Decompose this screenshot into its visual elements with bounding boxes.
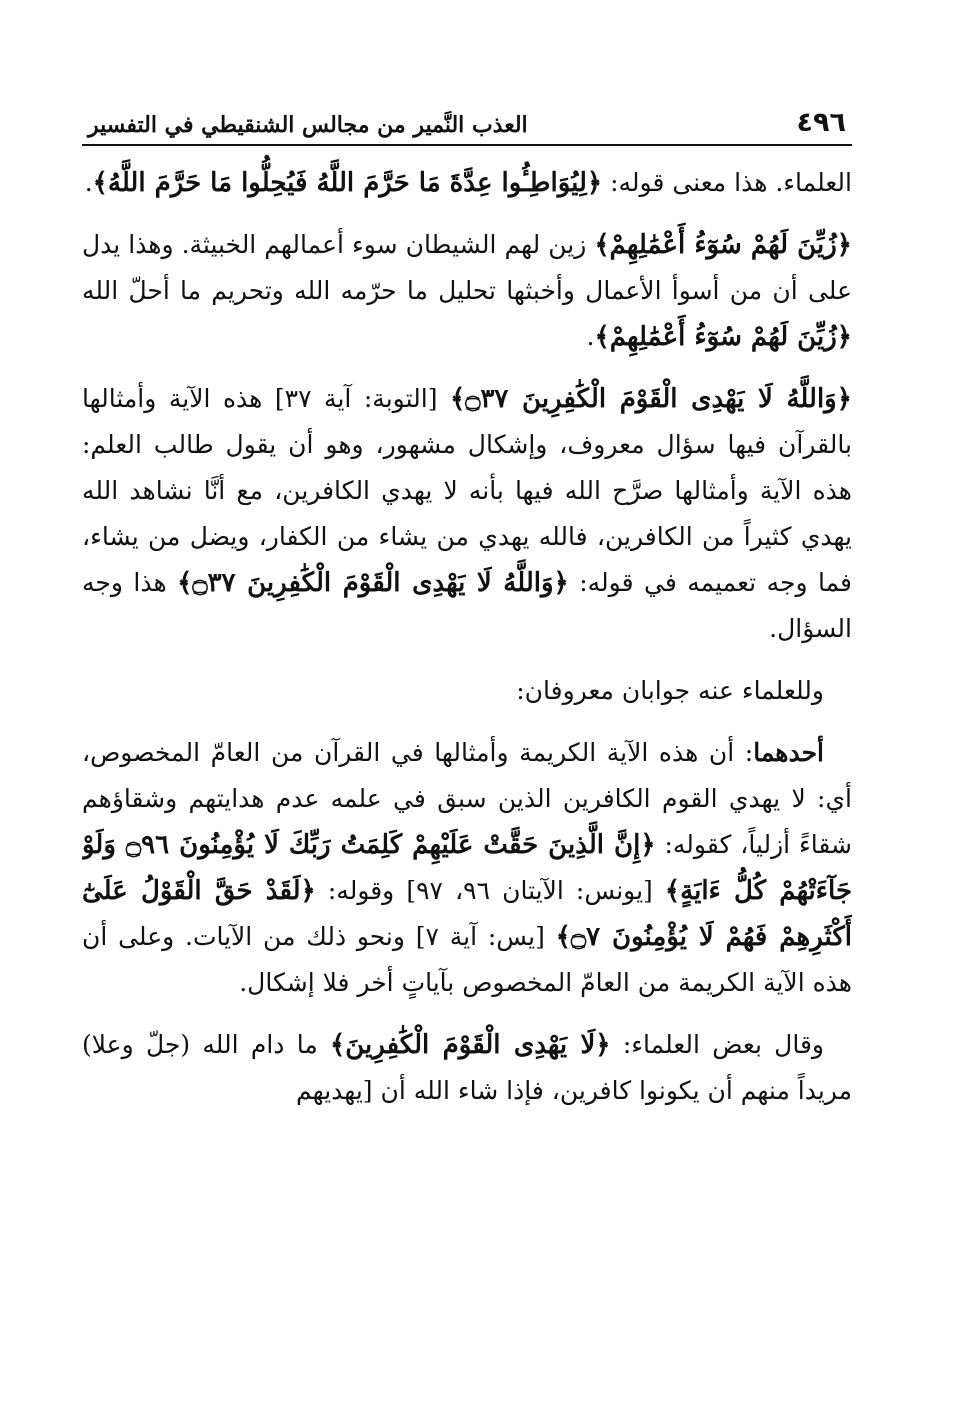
text-run: ما دام الله (جلّ وعلا) مريداً منهم أن يكونوا كافرين، فإذا شاء الله أن [يهديهم bbox=[82, 1030, 852, 1105]
paragraph bbox=[82, 376, 852, 652]
text-run: العلماء. هذا معنى قوله: bbox=[602, 168, 852, 197]
book-page bbox=[82, 100, 852, 1390]
paragraph bbox=[82, 668, 852, 714]
text-run: وقال بعض العلماء: bbox=[610, 1030, 824, 1059]
lead-word: أحدهما bbox=[753, 738, 824, 767]
body-text bbox=[82, 160, 852, 1114]
text-run: زين لهم الشيطان سوء أعمالهم الخبيثة. وهذا يدل على أن من أسوأ الأعمال وأخبثها تحليل ما حرّمه الله وتحريم ما أحلّ الله bbox=[82, 230, 852, 305]
quran-verse: ﴿لَا يَهْدِى الْقَوْمَ الْكَٰفِرِينَ﴾ bbox=[330, 1030, 611, 1060]
quran-verse: ﴿إِنَّ الَّذِينَ حَقَّتْ عَلَيْهِمْ كَلِمَتُ رَبِّكَ لَا يُؤْمِنُونَ ۝٩٦ وَلَوْ جَآءَتْهُمْ كُلُّ ءَايَةٍ﴾ bbox=[82, 830, 852, 906]
text-run: [يونس: الآيتان ٩٦، ٩٧] وقوله: bbox=[315, 876, 665, 905]
page-number: ٤٩٦ bbox=[796, 107, 846, 138]
text-run: هذا وجه السؤال. bbox=[82, 568, 852, 643]
paragraph bbox=[82, 1022, 852, 1114]
page-header bbox=[82, 100, 852, 146]
paragraph bbox=[82, 730, 852, 1006]
quran-verse: ﴿وَاللَّهُ لَا يَهْدِى الْقَوْمَ الْكَٰفِرِينَ ۝٣٧﴾ bbox=[449, 384, 852, 414]
text-run: . bbox=[586, 322, 595, 351]
quran-verse: ﴿زُيِّنَ لَهُمْ سُوٓءُ أَعْمَٰلِهِمْ﴾ bbox=[594, 230, 852, 260]
text-run: وللعلماء عنه جوابان معروفان: bbox=[516, 676, 824, 705]
running-title: العذب النَّمير من مجالس الشنقيطي في التفسير bbox=[88, 112, 528, 138]
paragraph bbox=[82, 160, 852, 206]
quran-verse: ﴿زُيِّنَ لَهُمْ سُوٓءُ أَعْمَٰلِهِمْ﴾ bbox=[594, 322, 852, 352]
quran-verse: ﴿لِيُوَاطِـُٔوا عِدَّةَ مَا حَرَّمَ اللَّهُ فَيُحِلُّوا مَا حَرَّمَ اللَّهُ﴾ bbox=[92, 168, 603, 198]
paragraph bbox=[82, 222, 852, 360]
quran-verse: ﴿لَقَدْ حَقَّ الْقَوْلُ عَلَىٰٓ أَكْثَرِهِمْ فَهُمْ لَا يُؤْمِنُونَ ۝٧﴾ bbox=[82, 876, 852, 952]
text-run: . bbox=[84, 168, 93, 197]
text-run: : أن هذه الآية الكريمة وأمثالها في القرآن من العامّ المخصوص، أي: لا يهدي القوم الكافرين الذين سبق في علمه عدم هدايتهم وشقاؤهم شقاءً أزلياً، كقوله: bbox=[82, 738, 852, 859]
text-run: [التوبة: آية ٣٧] هذه الآية وأمثالها بالقرآن فيها سؤال معروف، وإشكال مشهور، وهو أن يقول طالب العلم: هذه الآية وأمثالها صرَّح الله فيها بأنه لا يهدي الكافرين، مع أنَّا نشاهد الله يهدي كثيراً من الكافرين، فالله يهدي من يشاء من الكفار، ويضل من يشاء، فما وجه تعميمه في قوله: bbox=[82, 384, 852, 597]
text-run: [يس: آية ٧] ونحو ذلك من الآيات. وعلى أن هذه الآية الكريمة من العامّ المخصوص بآياتٍ أخر فلا إشكال. bbox=[82, 922, 852, 997]
quran-verse: ﴿وَاللَّهُ لَا يَهْدِى الْقَوْمَ الْكَٰفِرِينَ ۝٣٧﴾ bbox=[177, 568, 569, 598]
